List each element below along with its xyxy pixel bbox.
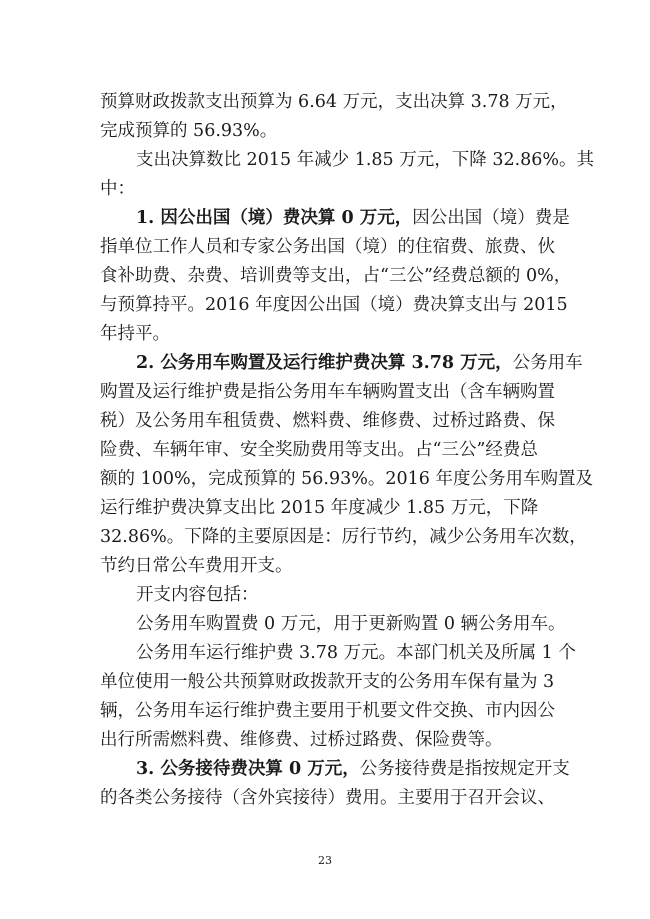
section-3-heading: 3. 公务接待费决算 0 万元，: [136, 759, 360, 779]
section-2-heading-line: 2. 公务用车购置及运行维护费决算 3.78 万元， 公务用车: [136, 353, 583, 373]
section-1-heading: 1. 因公出国（境）费决算 0 万元，: [136, 208, 413, 228]
text-line: 中：: [100, 179, 135, 199]
text-line: 完成预算的 56.93%。: [100, 121, 278, 141]
section-2-heading: 2. 公务用车购置及运行维护费决算 3.78 万元，: [136, 353, 513, 373]
page-number: 23: [318, 854, 332, 867]
text-line: 辆，公务用车运行维护费主要用于机要文件交换、市内因公: [100, 701, 555, 721]
text-line: 公务用车购置费 0 万元，用于更新购置 0 辆公务用车。: [136, 614, 566, 634]
text-line: 32.86%。下降的主要原因是：厉行节约，减少公务用车次数，: [100, 527, 587, 547]
text-line: 购置及运行维护费是指公务用车车辆购置支出（含车辆购置: [100, 382, 555, 402]
section-3-heading-line: 3. 公务接待费决算 0 万元， 公务接待费是指按规定开支: [136, 759, 570, 779]
text-line: 指单位工作人员和专家公务出国（境）的住宿费、旅费、伙: [100, 237, 555, 257]
text-line: 险费、车辆年审、安全奖励费用等支出。占“三公”经费总: [100, 440, 538, 460]
text-line: 单位使用一般公共预算财政拨款开支的公务用车保有量为 3: [100, 672, 555, 692]
text-line: 食补助费、杂费、培训费等支出，占“三公”经费总额的 0%，: [100, 266, 572, 286]
text-line: 运行维护费决算支出比 2015 年度减少 1.85 万元，下降: [100, 498, 539, 518]
section-1-heading-line: 1. 因公出国（境）费决算 0 万元， 因公出国（境）费是: [136, 208, 570, 228]
text-line: 额的 100%，完成预算的 56.93%。2016 年度公务用车购置及: [100, 469, 593, 489]
text-line: 预算财政拨款支出预算为 6.64 万元，支出决算 3.78 万元，: [100, 92, 568, 112]
text-line: 的各类公务接待（含外宾接待）费用。主要用于召开会议、: [100, 788, 555, 808]
text-line: 支出决算数比 2015 年减少 1.85 万元，下降 32.86%。其: [136, 150, 595, 170]
text-line: 开支内容包括：: [136, 585, 259, 605]
text-line: 税）及公务用车租赁费、燃料费、维修费、过桥过路费、保: [100, 411, 555, 431]
text-line: 公务用车运行维护费 3.78 万元。本部门机关及所属 1 个: [136, 643, 576, 663]
text-line: 出行所需燃料费、维修费、过桥过路费、保险费等。: [100, 730, 503, 750]
text-line: 节约日常公车费用开支。: [100, 556, 293, 576]
text-line: 与预算持平。2016 年度因公出国（境）费决算支出与 2015: [100, 295, 568, 315]
text-line: 年持平。: [100, 324, 170, 344]
